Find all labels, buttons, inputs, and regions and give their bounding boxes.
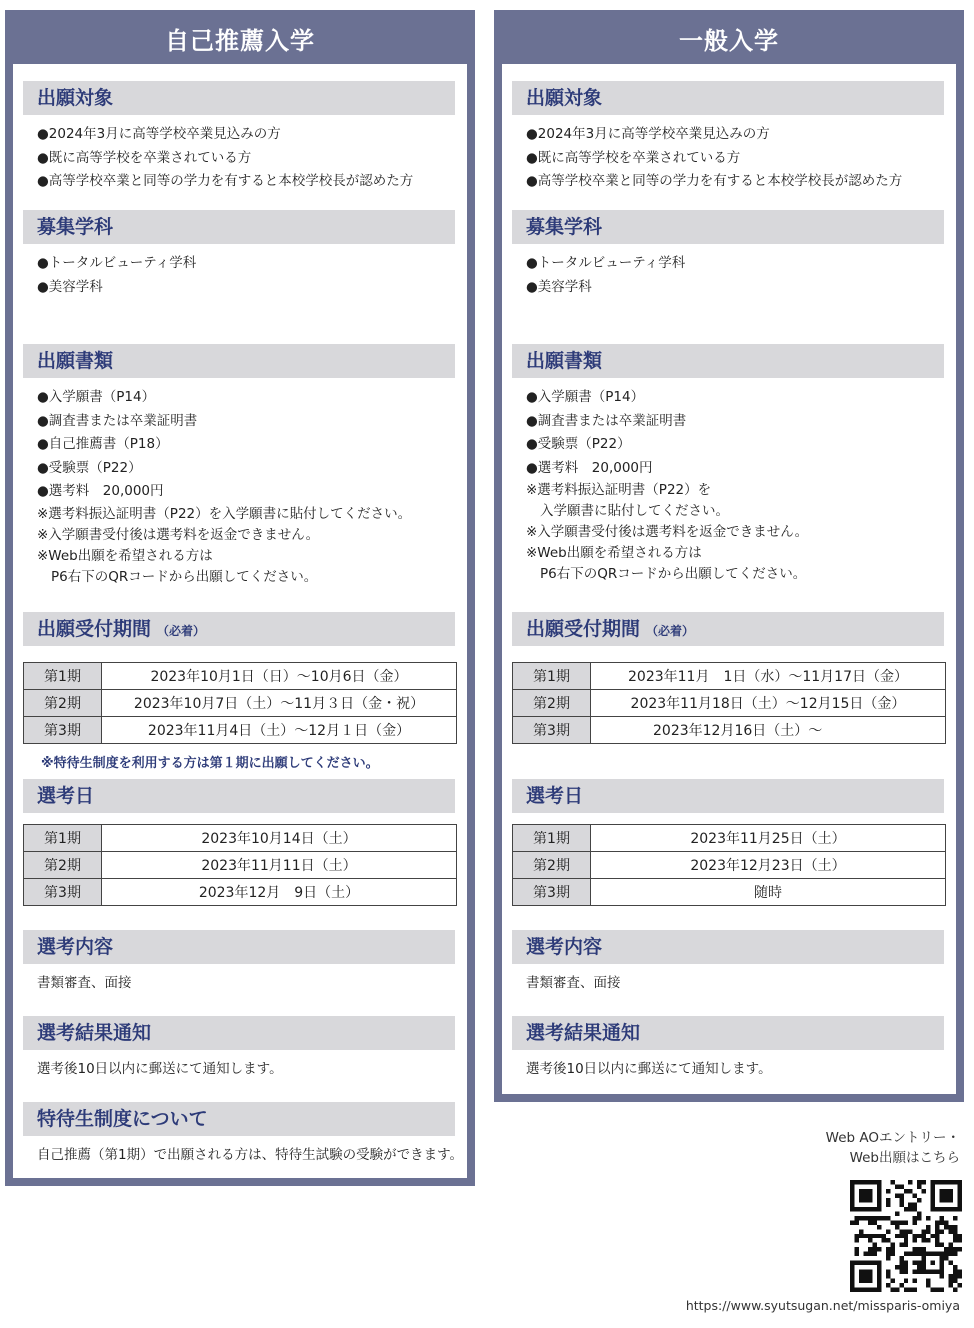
list-item: ●既に高等学校を卒業されている方 [526, 149, 741, 166]
period-label: 第1期 [24, 825, 102, 852]
section-heading: 出願受付期間 （必着） [512, 612, 944, 646]
section-heading: 選考内容 [512, 930, 944, 964]
column-self-recommendation [5, 10, 475, 1186]
qr-caption-line: Web AOエントリー・ [825, 1130, 960, 1146]
list-item: ●既に高等学校を卒業されている方 [37, 149, 252, 166]
website-url[interactable]: https://www.syutsugan.net/missparis-omiya [685, 1298, 960, 1313]
table-row [24, 690, 457, 717]
list-item: ●美容学科 [526, 278, 592, 295]
section-eligibility [512, 81, 944, 194]
note-text: P6右下のQRコードから出願してください。 [540, 566, 807, 582]
section-heading: 出願書類 [512, 344, 944, 378]
column-title: 自己推薦入学 [13, 18, 467, 64]
list-item: ●入学願書（P14） [37, 389, 156, 405]
section-heading: 選考日 [23, 779, 455, 813]
column-general-admission [494, 10, 964, 1102]
period-label: 第1期 [513, 663, 591, 690]
period-label: 第2期 [513, 852, 591, 879]
exam-date-value: 2023年11月25日（土） [591, 825, 946, 852]
table-row [24, 825, 457, 852]
note-text: ※Web出願を希望される方は [37, 547, 213, 564]
table-row [24, 663, 457, 690]
section-heading: 募集学科 [512, 210, 944, 244]
section-documents [512, 344, 944, 585]
period-value: 2023年10月7日（土）～11月３日（金・祝） [102, 690, 457, 717]
list-item: ●調査書または卒業証明書 [526, 412, 687, 429]
table-row [24, 879, 457, 906]
body-text: 自己推薦（第1期）で出願される方は、特待生試験の受験ができます。 [37, 1147, 464, 1163]
note-text: ※選考料振込証明書（P22）を [526, 482, 712, 498]
table-row [24, 717, 457, 744]
table-row [513, 663, 946, 690]
section-heading: 特待生制度について [23, 1102, 455, 1136]
body-text: 書類審査、面接 [37, 975, 132, 991]
section-result [512, 1016, 944, 1082]
note-text: ※入学願書受付後は選考料を返金できません。 [526, 524, 809, 540]
list-item: ●トータルビューティ学科 [37, 255, 197, 271]
section-heading: 選考日 [512, 779, 944, 813]
period-value: 2023年11月 1日（水）～11月17日（金） [591, 663, 946, 690]
exam-date-value: 2023年10月14日（土） [102, 825, 457, 852]
period-label: 第2期 [24, 690, 102, 717]
list-item: ●受験票（P22） [37, 459, 142, 476]
section-heading: 選考結果通知 [23, 1016, 455, 1050]
table-row [513, 852, 946, 879]
list-item: ●入学願書（P14） [526, 389, 645, 405]
period-label: 第3期 [513, 879, 591, 906]
section-heading: 出願書類 [23, 344, 455, 378]
section-documents [23, 344, 455, 588]
section-exam-date [23, 779, 455, 813]
section-heading: 選考内容 [23, 930, 455, 964]
note-text: ※入学願書受付後は選考料を返金できません。 [37, 526, 320, 543]
period-label: 第3期 [24, 879, 102, 906]
exam-date-value: 2023年12月23日（土） [591, 852, 946, 879]
period-value: 2023年12月16日（土）～ [591, 717, 946, 744]
note-text: P6右下のQRコードから出願してください。 [51, 568, 318, 585]
period-value: 2023年11月18日（土）～12月15日（金） [591, 690, 946, 717]
list-item: ●2024年3月に高等学校卒業見込みの方 [526, 126, 770, 142]
scholarship-note: ※特待生制度を利用する方は第１期に出願してください。 [41, 756, 379, 771]
qr-code-icon[interactable] [850, 1180, 962, 1292]
list-item: ●自己推薦書（P18） [37, 436, 169, 452]
list-item: ●選考料 20,000円 [37, 483, 164, 499]
exam-date-value: 随時 [591, 879, 946, 906]
application-period-table [23, 662, 457, 744]
list-item: ●受験票（P22） [526, 436, 631, 452]
period-label: 第3期 [513, 717, 591, 744]
section-result [23, 1016, 455, 1082]
section-heading: 出願対象 [512, 81, 944, 115]
section-application-period [23, 612, 455, 646]
table-row [24, 852, 457, 879]
list-item: ●高等学校卒業と同等の学力を有すると本校学校長が認めた方 [37, 173, 414, 189]
exam-date-value: 2023年11月11日（土） [102, 852, 457, 879]
qr-caption-line: Web出願はこちら [849, 1150, 960, 1166]
section-heading: 出願対象 [23, 81, 455, 115]
period-label: 第2期 [513, 690, 591, 717]
list-item: ●高等学校卒業と同等の学力を有すると本校学校長が認めた方 [526, 173, 903, 189]
section-departments [512, 210, 944, 299]
list-item: ●2024年3月に高等学校卒業見込みの方 [37, 126, 281, 142]
table-row [513, 825, 946, 852]
period-value: 2023年11月4日（土）～12月１日（金） [102, 717, 457, 744]
period-label: 第1期 [24, 663, 102, 690]
column-title: 一般入学 [502, 18, 956, 64]
body-text: 書類審査、面接 [526, 975, 621, 991]
body-text: 選考後10日以内に郵送にて通知します。 [526, 1061, 772, 1077]
section-exam-content [23, 930, 455, 996]
period-label: 第2期 [24, 852, 102, 879]
list-item: ●美容学科 [37, 278, 103, 295]
section-heading: 募集学科 [23, 210, 455, 244]
body-text: 選考後10日以内に郵送にて通知します。 [37, 1061, 283, 1077]
period-value: 2023年10月1日（日）～10月6日（金） [102, 663, 457, 690]
section-application-period [512, 612, 944, 646]
section-eligibility [23, 81, 455, 194]
section-exam-content [512, 930, 944, 996]
period-label: 第3期 [24, 717, 102, 744]
table-row [513, 879, 946, 906]
note-text: 入学願書に貼付してください。 [540, 503, 729, 519]
list-item: ●調査書または卒業証明書 [37, 412, 198, 429]
exam-date-table [23, 824, 457, 906]
exam-date-table [512, 824, 946, 906]
list-item: ●トータルビューティ学科 [526, 255, 686, 271]
section-scholarship [23, 1102, 464, 1168]
section-departments [23, 210, 455, 299]
note-text: ※Web出願を希望される方は [526, 545, 702, 561]
table-row [513, 690, 946, 717]
section-heading: 選考結果通知 [512, 1016, 944, 1050]
section-heading: 出願受付期間 （必着） [23, 612, 455, 646]
section-exam-date [512, 779, 944, 813]
note-text: ※選考料振込証明書（P22）を入学願書に貼付してください。 [37, 505, 412, 522]
period-label: 第1期 [513, 825, 591, 852]
list-item: ●選考料 20,000円 [526, 459, 653, 476]
table-row [513, 717, 946, 744]
qr-caption [826, 1128, 960, 1168]
exam-date-value: 2023年12月 9日（土） [102, 879, 457, 906]
application-period-table [512, 662, 946, 744]
